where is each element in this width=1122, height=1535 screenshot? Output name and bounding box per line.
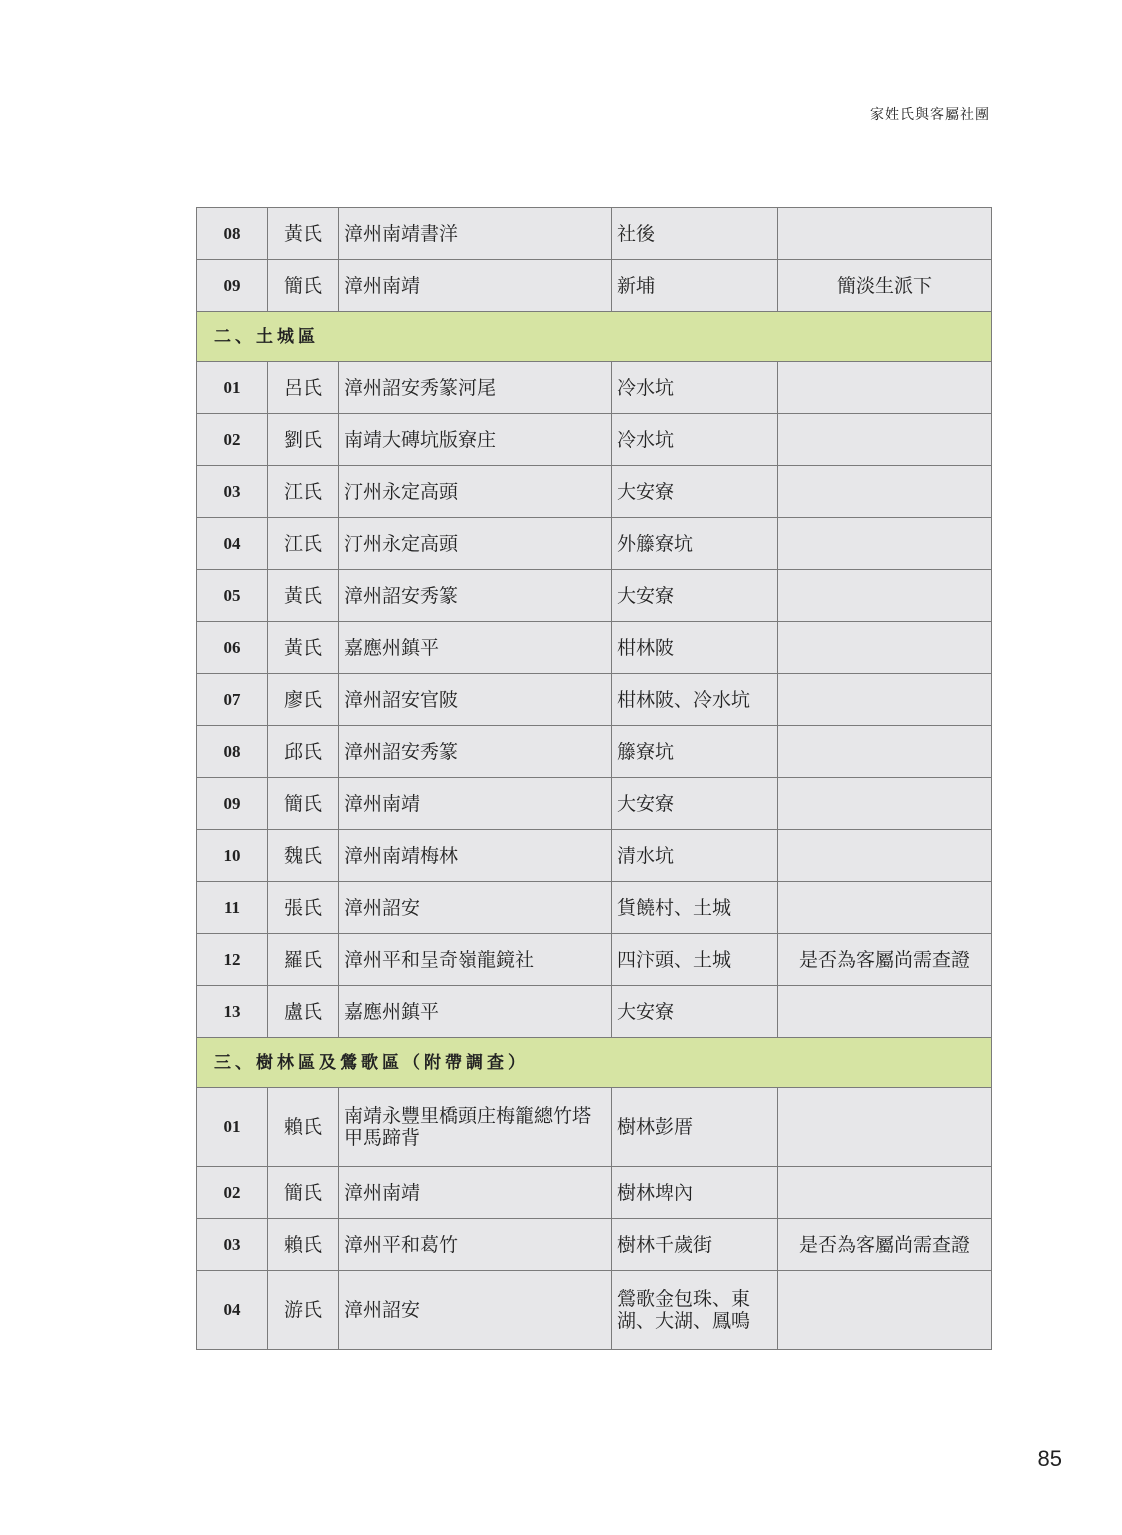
ancestral-origin-cell: 漳州詔安秀篆 (339, 570, 612, 622)
row-number-cell: 04 (197, 1271, 268, 1350)
surname-cell: 盧氏 (268, 986, 339, 1038)
row-number-cell: 06 (197, 622, 268, 674)
note-cell: 是否為客屬尚需查證 (778, 934, 992, 986)
settlement-cell: 樹林千歲街 (612, 1219, 778, 1271)
ancestral-origin-cell: 南靖永豐里橋頭庄梅籠總竹塔甲馬蹄背 (339, 1088, 612, 1167)
note-cell (778, 518, 992, 570)
surname-cell: 賴氏 (268, 1088, 339, 1167)
note-cell (778, 1088, 992, 1167)
surname-cell: 簡氏 (268, 260, 339, 312)
ancestral-origin-cell: 漳州詔安官陂 (339, 674, 612, 726)
table-row (197, 1271, 992, 1350)
ancestral-origin-cell: 漳州南靖 (339, 1167, 612, 1219)
table-row (197, 414, 992, 466)
table-row (197, 830, 992, 882)
surname-cell: 簡氏 (268, 1167, 339, 1219)
surname-cell: 黃氏 (268, 622, 339, 674)
row-number-cell: 10 (197, 830, 268, 882)
row-number-cell: 07 (197, 674, 268, 726)
surname-cell: 劉氏 (268, 414, 339, 466)
ancestral-origin-cell: 南靖大磚坑版寮庄 (339, 414, 612, 466)
ancestral-origin-cell: 汀州永定高頭 (339, 518, 612, 570)
settlement-cell: 鶯歌金包珠、東湖、大湖、鳳鳴 (612, 1271, 778, 1350)
settlement-cell: 大安寮 (612, 778, 778, 830)
surname-cell: 魏氏 (268, 830, 339, 882)
note-cell: 簡淡生派下 (778, 260, 992, 312)
note-cell (778, 830, 992, 882)
table-row (197, 726, 992, 778)
settlement-cell: 外籐寮坑 (612, 518, 778, 570)
page-number: 85 (1037, 1446, 1062, 1471)
surname-cell: 江氏 (268, 466, 339, 518)
running-header: 家姓氏與客屬社團 (870, 107, 990, 123)
settlement-cell: 社後 (612, 208, 778, 260)
row-number-cell: 01 (197, 362, 268, 414)
table-row (197, 208, 992, 260)
ancestral-origin-cell: 漳州南靖 (339, 778, 612, 830)
note-cell (778, 882, 992, 934)
settlement-cell: 樹林彭厝 (612, 1088, 778, 1167)
settlement-cell: 清水坑 (612, 830, 778, 882)
section-header-row (197, 1038, 992, 1088)
ancestral-origin-cell: 漳州詔安 (339, 882, 612, 934)
row-number-cell: 04 (197, 518, 268, 570)
row-number-cell: 05 (197, 570, 268, 622)
row-number-cell: 02 (197, 1167, 268, 1219)
surname-cell: 呂氏 (268, 362, 339, 414)
ancestral-origin-cell: 漳州詔安 (339, 1271, 612, 1350)
surname-cell: 簡氏 (268, 778, 339, 830)
table-row (197, 986, 992, 1038)
table-body (197, 208, 992, 1350)
settlement-cell: 大安寮 (612, 570, 778, 622)
settlement-cell: 柑林陂 (612, 622, 778, 674)
row-number-cell: 03 (197, 466, 268, 518)
table-row (197, 362, 992, 414)
settlement-cell: 大安寮 (612, 466, 778, 518)
settlement-cell: 大安寮 (612, 986, 778, 1038)
surname-cell: 江氏 (268, 518, 339, 570)
ancestral-origin-cell: 漳州詔安秀篆 (339, 726, 612, 778)
note-cell (778, 466, 992, 518)
surname-table (196, 207, 992, 1350)
note-cell (778, 674, 992, 726)
note-cell (778, 208, 992, 260)
settlement-cell: 冷水坑 (612, 362, 778, 414)
surname-cell: 羅氏 (268, 934, 339, 986)
table-row (197, 466, 992, 518)
settlement-cell: 貨饒村、土城 (612, 882, 778, 934)
note-cell (778, 1167, 992, 1219)
section-header-row (197, 312, 992, 362)
ancestral-origin-cell: 漳州詔安秀篆河尾 (339, 362, 612, 414)
section-title: 三、樹林區及鶯歌區（附帶調查） (197, 1038, 992, 1088)
row-number-cell: 12 (197, 934, 268, 986)
note-cell (778, 570, 992, 622)
note-cell (778, 414, 992, 466)
table-row (197, 570, 992, 622)
row-number-cell: 09 (197, 260, 268, 312)
row-number-cell: 08 (197, 726, 268, 778)
ancestral-origin-cell: 汀州永定高頭 (339, 466, 612, 518)
table-row (197, 1167, 992, 1219)
row-number-cell: 01 (197, 1088, 268, 1167)
row-number-cell: 09 (197, 778, 268, 830)
table-row (197, 674, 992, 726)
note-cell (778, 778, 992, 830)
settlement-cell: 四汴頭、土城 (612, 934, 778, 986)
surname-cell: 游氏 (268, 1271, 339, 1350)
surname-cell: 黃氏 (268, 208, 339, 260)
ancestral-origin-cell: 漳州平和葛竹 (339, 1219, 612, 1271)
settlement-cell: 柑林陂、冷水坑 (612, 674, 778, 726)
settlement-cell: 冷水坑 (612, 414, 778, 466)
ancestral-origin-cell: 嘉應州鎮平 (339, 986, 612, 1038)
table-row (197, 934, 992, 986)
note-cell (778, 1271, 992, 1350)
table-row (197, 778, 992, 830)
ancestral-origin-cell: 漳州南靖書洋 (339, 208, 612, 260)
table-row (197, 1219, 992, 1271)
row-number-cell: 11 (197, 882, 268, 934)
row-number-cell: 03 (197, 1219, 268, 1271)
table-row (197, 260, 992, 312)
section-title: 二、土城區 (197, 312, 992, 362)
ancestral-origin-cell: 漳州平和呈奇嶺龍鏡社 (339, 934, 612, 986)
table-row (197, 882, 992, 934)
settlement-cell: 樹林埤內 (612, 1167, 778, 1219)
surname-cell: 賴氏 (268, 1219, 339, 1271)
ancestral-origin-cell: 漳州南靖 (339, 260, 612, 312)
row-number-cell: 08 (197, 208, 268, 260)
settlement-cell: 籐寮坑 (612, 726, 778, 778)
row-number-cell: 13 (197, 986, 268, 1038)
note-cell (778, 362, 992, 414)
ancestral-origin-cell: 嘉應州鎮平 (339, 622, 612, 674)
note-cell (778, 726, 992, 778)
surname-cell: 黃氏 (268, 570, 339, 622)
note-cell: 是否為客屬尚需查證 (778, 1219, 992, 1271)
note-cell (778, 986, 992, 1038)
surname-cell: 邱氏 (268, 726, 339, 778)
table-row (197, 518, 992, 570)
ancestral-origin-cell: 漳州南靖梅林 (339, 830, 612, 882)
row-number-cell: 02 (197, 414, 268, 466)
surname-cell: 廖氏 (268, 674, 339, 726)
surname-cell: 張氏 (268, 882, 339, 934)
table-row (197, 1088, 992, 1167)
table-row (197, 622, 992, 674)
settlement-cell: 新埔 (612, 260, 778, 312)
note-cell (778, 622, 992, 674)
